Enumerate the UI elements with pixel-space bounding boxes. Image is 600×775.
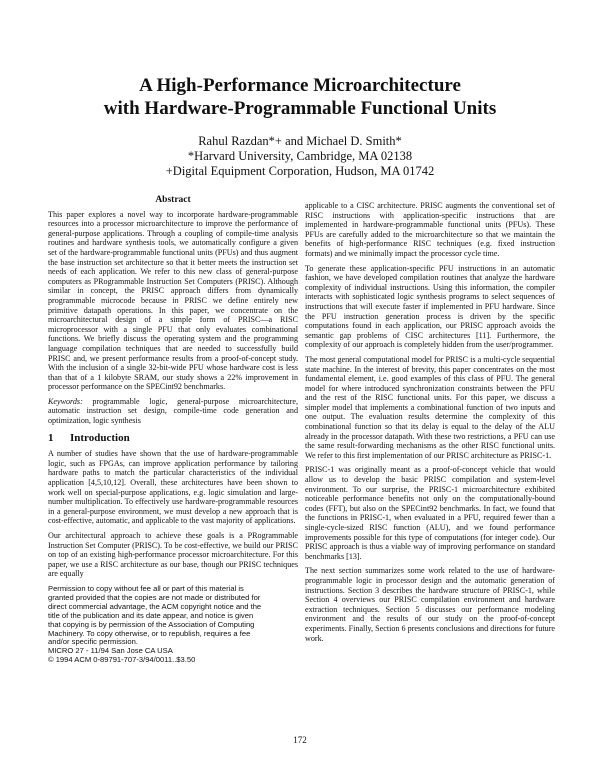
permission-notice	[48, 585, 298, 665]
authors: Rahul Razdan*+ and Michael D. Smith*	[198, 134, 402, 148]
right-paragraph-5: The next section summarizes some work related to the use of hardware-programmable logic in processor design and the automatic generation of instructions. Section 3 describes the hardware structure of PRISC-1, while Section 4 overviews our PRISC compilation environment and hardware extraction techniques. Section 5 discusses our performance modeling environment and the results of our study on the proof-of-concept experiments. Finally, Section 6 presents conclusions and directions for future work.	[305, 566, 555, 643]
affiliation-dec: +Digital Equipment Corporation, Hudson, MA 01742	[165, 164, 435, 178]
conference-line: MICRO 27 - 11/94 San Jose CA USA	[48, 646, 173, 656]
page-number: 172	[293, 735, 307, 745]
permission-line: granted provided that the copies are not made or distributed for	[48, 592, 261, 602]
paper-title	[0, 74, 600, 120]
left-column	[48, 196, 298, 665]
permission-line: title of the publication and its date appear, and notice is given	[48, 610, 254, 620]
section-title: Introduction	[70, 431, 130, 444]
title-block	[0, 74, 600, 179]
right-paragraph-3: The most general computational model for PRISC is a multi-cycle sequential state machine. In the interest of brevity, this paper concentrates on the most fundamental element, i.e. good examples of this class of PFU. The general model for where introduced synchronization constraints between the PFU and the rest of the RISC functional units. For this paper, we discuss a simpler model that implements a combinational function of two inputs and one output. The evaluation results determine the complexity of this combinational function so that its delay is equal to the delay of the ALU already in the processor datapath. With these two restrictions, a PFU can use the same result-forwarding mechanisms as the other RISC functional units. We refer to this first implementation of our PRISC architecture as PRISC-1.	[305, 354, 555, 460]
keywords	[48, 397, 298, 426]
permission-line: and/or specific permission.	[48, 637, 138, 647]
affiliation-harvard: *Harvard University, Cambridge, MA 02138	[187, 149, 413, 163]
copyright-line: © 1994 ACM 0-89791-707-3/94/0011..$3.50	[48, 655, 196, 665]
title-line-2: with Hardware-Programmable Functional Units	[103, 98, 497, 119]
right-paragraph-4: PRISC-1 was originally meant as a proof-of-concept vehicle that would allow us to develop the basic PRISC compilation and system-level environment. To our surprise, the PRISC-1 microarchitecture exhibited noticeable performance benefits not only on the computationally-bound codes (FFT), but also on the SPECint92 benchmarks. In fact, we found that the functions in PRISC-1, when evaluated in a PFU, required fewer than a single-cycle-sized RISC function (ALU), and we found performance improvements possible for this type of computations (for integer code). Our PRISC approach is thus a viable way of improving performance on standard benchmarks [13].	[305, 465, 555, 561]
right-column	[305, 201, 555, 648]
right-paragraph-1: applicable to a CISC architecture. PRISC augments the conventional set of RISC instructions with application-specific instructions that are implemented in hardware-programmable functional units (PFUs). These PFUs are carefully added to the microarchitecture so that we maintain the benefits of high-performance RISC techniques (e.g. fixed instruction formats) and we minimally impact the processor cycle time.	[305, 201, 555, 258]
right-paragraph-2: To generate these application-specific PFU instructions in an automatic fashion, we have developed compilation routines that analyze the hardware complexity of individual instructions. Using this information, the compiler interacts with sophisticated logic synthesis programs to select sequences of instructions that will execute faster if implemented in PFU hardware. Since the PFU instruction generation process is driven by the specific computations found in each application, our PRISC approach avoids the semantic gap problems of CISC architectures [11]. Furthermore, the complexity of our approach is completely hidden from the user/programmer.	[305, 263, 555, 350]
title-line-1: A High-Performance Microarchitecture	[139, 75, 461, 96]
section-heading-introduction	[48, 431, 298, 444]
keywords-label: Keywords:	[48, 396, 83, 406]
abstract-heading: Abstract	[155, 195, 191, 205]
permission-line: that copying is by permission of the Association of Computing	[48, 619, 255, 629]
permission-line: Permission to copy without fee all or part of this material is	[48, 583, 244, 593]
keywords-text: programmable logic, general-purpose microarchitecture, automatic instruction set design, compile-time code generation and optimization, logic synthesis	[48, 396, 298, 426]
intro-paragraph-2: Our architectural approach to achieve these goals is a PRogrammable Instruction Set Computer (PRISC). To be cost-effective, we build our PRISC on top of an existing high-performance processor microarchitecture. For this paper, we use a RISC architecture as our base, though our PRISC techniques are equally	[48, 531, 298, 579]
abstract-text: This paper explores a novel way to incorporate hardware-programmable resources into a processor microarchitecture to improve the performance of general-purpose applications. Through a coupling of compile-time analysis routines and hardware synthesis tools, we automatically configure a given set of the hardware-programmable functional units (PFUs) and thus augment the base instruction set architecture so that it better meets the instruction set needs of each application. We refer to this new class of general-purpose computers as PRogrammable Instruction Set Computers (PRISC). Although similar in concept, the PRISC approach differs from dynamically programmable microcode because in PRISC we define entirely new primitive datapath operations. In this paper, we concentrate on the microarchitectural design of a simple form of PRISC—a RISC microprocessor with a single PFU that only evaluates combinational functions. We briefly discuss the operating system and the programming language compilation techniques that are needed to successfully build PRISC and, we present performance results from a proof-of-concept study. With the inclusion of a single 32-bit-wide PFU whose hardware cost is less than that of a 1 kilobyte SRAM, our study shows a 22% improvement in processor performance on the SPECint92 benchmarks.	[48, 209, 298, 392]
permission-line: direct commercial advantage, the ACM copyright notice and the	[48, 601, 262, 611]
permission-line: Machinery. To copy otherwise, or to republish, requires a fee	[48, 628, 251, 638]
intro-paragraph-1: A number of studies have shown that the use of hardware-programmable logic, such as FPGAs, can improve application performance by tailoring hardware paths to match the particular characteristics of the individual application [4,5,10,12]. Overall, these architectures have been shown to work well on special-purpose applications, e.g. logic simulation and large-number multiplication. To effectively use hardware-programmable resources in a general-purpose environment, we must develop a new approach that is cost-effective, automatic, and applicable to the vast majority of applications.	[48, 449, 298, 526]
section-number: 1	[48, 431, 54, 444]
